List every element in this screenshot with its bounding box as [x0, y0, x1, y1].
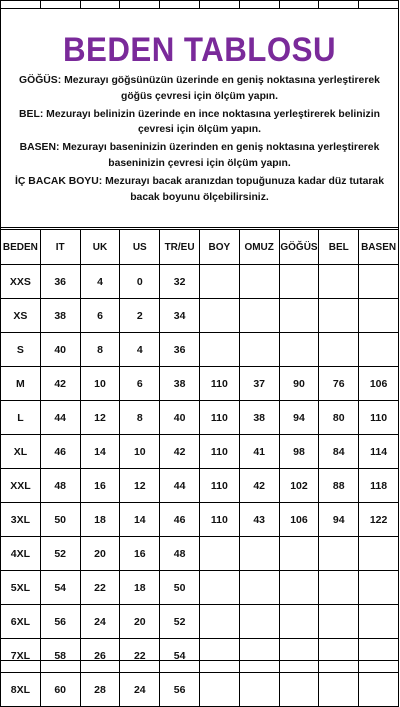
table-cell: 94	[279, 401, 319, 435]
table-cell: 40	[160, 401, 200, 435]
instruction-key: GÖĞÜS:	[19, 75, 62, 86]
size-label-cell: XXS	[1, 265, 41, 299]
table-row	[1, 673, 399, 707]
table-cell: 94	[319, 503, 359, 537]
table-cell: 106	[279, 503, 319, 537]
table-cell: 110	[199, 401, 239, 435]
table-cell: 0	[120, 265, 160, 299]
table-cell: 54	[160, 639, 200, 673]
table-cell	[199, 605, 239, 639]
table-row	[1, 639, 399, 673]
table-cell: 12	[120, 469, 160, 503]
table-cell	[359, 299, 399, 333]
table-cell: 76	[319, 367, 359, 401]
instruction-item	[9, 174, 390, 206]
table-cell: 38	[160, 367, 200, 401]
instruction-item	[9, 140, 390, 172]
table-cell: 22	[80, 571, 120, 605]
table-cell: 110	[199, 503, 239, 537]
table-header-row	[1, 230, 399, 265]
table-cell: 88	[319, 469, 359, 503]
table-cell: 52	[40, 537, 80, 571]
column-header: BOY	[199, 230, 239, 265]
table-row	[1, 333, 399, 367]
table-cell: 20	[80, 537, 120, 571]
table-cell: 16	[80, 469, 120, 503]
size-label-cell: 3XL	[1, 503, 41, 537]
table-cell: 46	[160, 503, 200, 537]
column-header: UK	[80, 230, 120, 265]
table-cell: 6	[120, 367, 160, 401]
chart-header	[1, 1, 398, 226]
table-cell: 8	[120, 401, 160, 435]
table-cell	[239, 571, 279, 605]
column-header: BASEN	[359, 230, 399, 265]
table-cell: 102	[279, 469, 319, 503]
table-cell: 110	[199, 435, 239, 469]
table-row	[1, 435, 399, 469]
table-cell	[199, 265, 239, 299]
instruction-text: Mezurayı belinizin üzerinde en ince noktasına yerleştirerek belinizin çevresi için ölçüm yapın.	[43, 108, 380, 136]
table-cell: 38	[239, 401, 279, 435]
size-label-cell: S	[1, 333, 41, 367]
table-cell: 54	[40, 571, 80, 605]
table-cell	[199, 299, 239, 333]
table-cell: 48	[160, 537, 200, 571]
table-cell	[279, 299, 319, 333]
table-cell	[239, 673, 279, 707]
table-cell: 44	[40, 401, 80, 435]
table-cell	[239, 537, 279, 571]
size-label-cell: 7XL	[1, 639, 41, 673]
table-cell	[359, 605, 399, 639]
table-cell	[359, 537, 399, 571]
table-cell	[279, 265, 319, 299]
table-cell: 42	[40, 367, 80, 401]
page-title: BEDEN TABLOSU	[62, 31, 337, 69]
table-cell: 18	[80, 503, 120, 537]
table-cell	[279, 673, 319, 707]
instruction-text: Mezurayı bacak aranızdan topuğunuza kadar düz tutarak bacak boyunu ölçebilirsiniz.	[102, 175, 384, 203]
column-header: US	[120, 230, 160, 265]
table-cell: 42	[239, 469, 279, 503]
table-cell: 110	[199, 367, 239, 401]
table-cell: 18	[120, 571, 160, 605]
column-header: OMUZ	[239, 230, 279, 265]
table-cell	[279, 333, 319, 367]
table-cell: 36	[160, 333, 200, 367]
table-cell: 36	[40, 265, 80, 299]
instruction-key: İÇ BACAK BOYU:	[15, 175, 103, 187]
table-cell: 40	[40, 333, 80, 367]
table-cell	[239, 299, 279, 333]
table-row	[1, 605, 399, 639]
table-cell: 84	[319, 435, 359, 469]
table-cell	[319, 605, 359, 639]
table-cell: 42	[160, 435, 200, 469]
table-cell: 4	[120, 333, 160, 367]
table-row	[1, 299, 399, 333]
table-cell	[319, 537, 359, 571]
instruction-key: BEL:	[19, 108, 44, 120]
table-cell: 37	[239, 367, 279, 401]
table-cell	[239, 333, 279, 367]
column-header: BEL	[319, 230, 359, 265]
table-cell: 58	[40, 639, 80, 673]
table-cell	[199, 537, 239, 571]
table-cell: 24	[80, 605, 120, 639]
column-header: BEDEN	[1, 230, 41, 265]
header-divider	[1, 227, 398, 228]
table-row	[1, 537, 399, 571]
table-cell	[279, 639, 319, 673]
table-cell: 52	[160, 605, 200, 639]
table-cell: 90	[279, 367, 319, 401]
table-cell	[359, 639, 399, 673]
size-label-cell: M	[1, 367, 41, 401]
size-label-cell: XS	[1, 299, 41, 333]
table-cell	[319, 333, 359, 367]
table-cell	[239, 265, 279, 299]
table-cell: 14	[80, 435, 120, 469]
table-cell: 10	[80, 367, 120, 401]
instruction-key: BASEN:	[19, 142, 60, 154]
table-cell: 41	[239, 435, 279, 469]
table-cell: 60	[40, 673, 80, 707]
instruction-text: Mezurayı baseninizin üzerinden en geniş noktasına yerleştirerek baseninizin çevresi için ölçüm yapın.	[59, 142, 380, 169]
table-cell: 50	[160, 571, 200, 605]
table-row	[1, 265, 399, 299]
size-label-cell: XL	[1, 435, 41, 469]
table-cell	[319, 571, 359, 605]
table-cell: 12	[80, 401, 120, 435]
table-cell	[359, 333, 399, 367]
table-cell: 22	[120, 639, 160, 673]
table-cell	[279, 571, 319, 605]
measurement-instructions	[9, 73, 390, 207]
column-header: IT	[40, 230, 80, 265]
table-cell	[199, 639, 239, 673]
table-row	[1, 469, 399, 503]
table-cell: 10	[120, 435, 160, 469]
table-cell: 46	[40, 435, 80, 469]
table-cell: 14	[120, 503, 160, 537]
table-cell	[319, 673, 359, 707]
table-cell	[359, 265, 399, 299]
size-label-cell: 5XL	[1, 571, 41, 605]
table-cell: 122	[359, 503, 399, 537]
table-cell: 106	[359, 367, 399, 401]
table-cell: 34	[160, 299, 200, 333]
table-cell	[199, 673, 239, 707]
column-header: TR/EU	[160, 230, 200, 265]
table-cell	[239, 639, 279, 673]
table-cell	[239, 605, 279, 639]
table-cell: 80	[319, 401, 359, 435]
size-label-cell: 8XL	[1, 673, 41, 707]
table-cell: 56	[40, 605, 80, 639]
table-cell: 26	[80, 639, 120, 673]
table-row	[1, 503, 399, 537]
table-cell: 56	[160, 673, 200, 707]
table-cell: 16	[120, 537, 160, 571]
table-cell: 2	[120, 299, 160, 333]
table-cell: 28	[80, 673, 120, 707]
instruction-item	[9, 73, 390, 105]
table-cell	[199, 571, 239, 605]
instruction-text: Mezurayı göğsünüzün üzerinde en geniş noktasına yerleştirerek göğüs çevresi için ölçüm yapın.	[61, 75, 380, 102]
table-cell	[319, 299, 359, 333]
column-header: GÖĞÜS	[279, 230, 319, 265]
table-row	[1, 571, 399, 605]
table-cell: 24	[120, 673, 160, 707]
table-cell: 114	[359, 435, 399, 469]
table-cell: 44	[160, 469, 200, 503]
table-cell	[359, 571, 399, 605]
size-label-cell: 6XL	[1, 605, 41, 639]
table-row	[1, 401, 399, 435]
table-cell: 6	[80, 299, 120, 333]
table-cell: 110	[199, 469, 239, 503]
table-cell: 48	[40, 469, 80, 503]
table-cell: 98	[279, 435, 319, 469]
table-cell	[199, 333, 239, 367]
table-cell	[319, 265, 359, 299]
size-table	[0, 229, 399, 707]
size-label-cell: 4XL	[1, 537, 41, 571]
table-cell: 4	[80, 265, 120, 299]
table-cell	[359, 673, 399, 707]
table-cell	[319, 639, 359, 673]
size-label-cell: L	[1, 401, 41, 435]
instruction-item	[9, 107, 390, 139]
table-cell	[279, 537, 319, 571]
table-cell: 32	[160, 265, 200, 299]
table-cell	[279, 605, 319, 639]
table-cell: 20	[120, 605, 160, 639]
size-label-cell: XXL	[1, 469, 41, 503]
table-cell: 38	[40, 299, 80, 333]
table-row	[1, 367, 399, 401]
table-cell: 50	[40, 503, 80, 537]
table-cell: 118	[359, 469, 399, 503]
table-cell: 8	[80, 333, 120, 367]
table-cell: 110	[359, 401, 399, 435]
table-cell: 43	[239, 503, 279, 537]
